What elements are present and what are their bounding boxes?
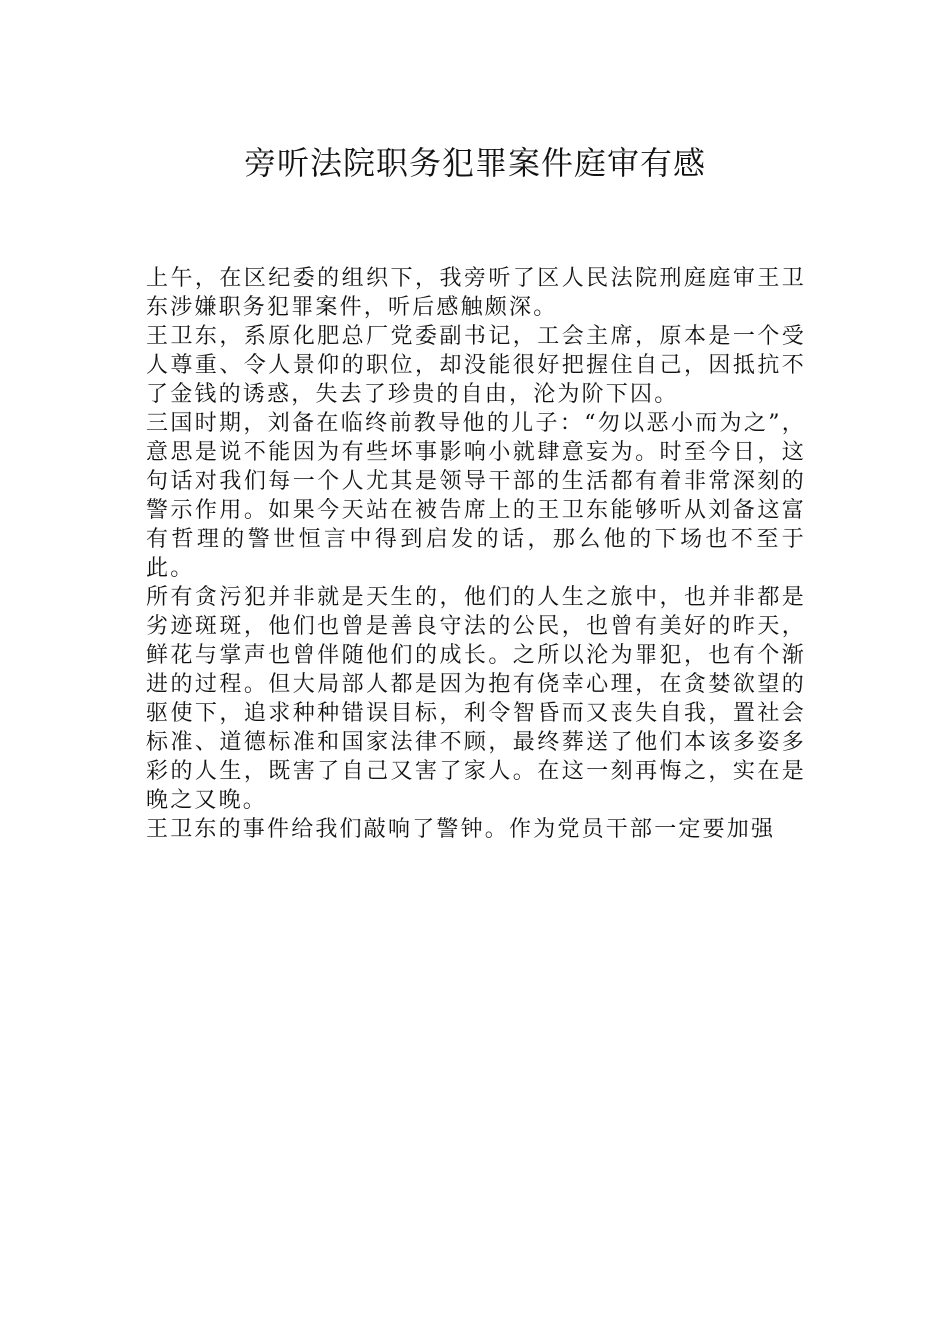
paragraph: 所有贪污犯并非就是天生的，他们的人生之旅中，也并非都是劣迹斑斑，他们也曾是善良守法的公民，也曾有美好的昨天，鲜花与掌声也曾伴随他们的成长。之所以沦为罪犯，也有个渐进的过程。但大局部人都是因为抱有侥幸心理，在贪婪欲望的驱使下，追求种种错误目标，利令智昏而又丧失自我，置社会标准、道德标准和国家法律不顾，最终葬送了他们本该多姿多彩的人生，既害了自己又害了家人。在这一刻再悔之，实在是晚之又晚。: [146, 585, 806, 813]
paragraph: 王卫东，系原化肥总厂党委副书记，工会主席，原本是一个受人尊重、令人景仰的职位，却没能很好把握住自己，因抵抗不了金钱的诱惑，失去了珍贵的自由，沦为阶下囚。: [146, 324, 806, 407]
paragraph: 三国时期，刘备在临终前教导他的儿子：“勿以恶小而为之”，意思是说不能因为有些坏事影响小就肆意妄为。时至今日，这句话对我们每一个人尤其是领导干部的生活都有着非常深刻的警示作用。如果今天站在被告席上的王卫东能够听从刘备这富有哲理的警世恒言中得到启发的话，那么他的下场也不至于此。: [146, 411, 806, 581]
document-title: 旁听法院职务犯罪案件庭审有感: [243, 144, 706, 182]
document-body: [146, 264, 806, 844]
paragraph: 王卫东的事件给我们敲响了警钟。作为党员干部一定要加强: [146, 817, 776, 842]
paragraph: 上午，在区纪委的组织下，我旁听了区人民法院刑庭庭审王卫东涉嫌职务犯罪案件，听后感触颇深。: [146, 266, 806, 320]
